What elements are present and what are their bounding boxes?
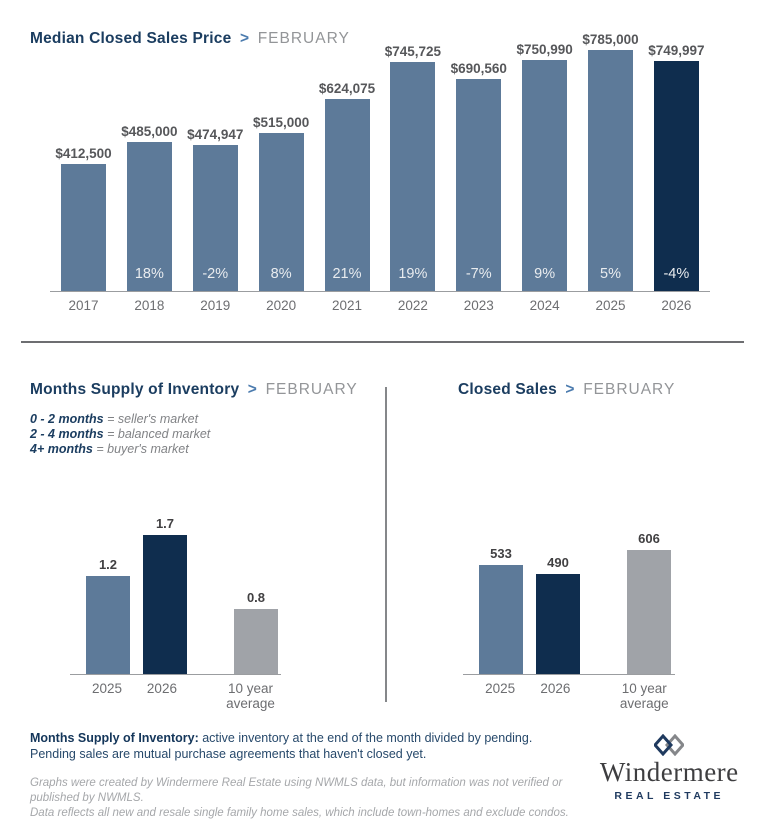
disclaimer-line1: Graphs were created by Windermere Real Estate using NWMLS data, but information was not verified or published by NWMLS. [30,777,563,804]
year-tick-label: 2026 [540,681,571,696]
year-tick-label: 2019 [200,298,231,313]
bar-column-2025 [479,546,523,674]
bar [456,79,501,291]
chart-title-separator: > [239,30,250,47]
year-tick-label: 2025 [91,681,122,696]
disclaimer-line2: Data reflects all new and resale single family home sales, which include town-homes and exclude condos. [30,807,569,819]
bar [259,133,304,291]
bar-column-2023 [450,61,507,291]
bar [61,164,106,291]
median-price-section [0,0,765,313]
year-tick-label: 2026 [146,681,177,696]
bar-value-label: 533 [490,546,512,561]
legend-line [30,427,385,442]
bar-column-2025 [582,32,639,291]
percent-change-label: 18% [134,266,164,282]
months-supply-year-axis [70,681,281,711]
bar-column-10-year-average [234,590,278,674]
bar [234,609,278,674]
year-tick-label: 2017 [68,298,99,313]
market-legend [30,412,385,457]
bar [127,142,172,291]
bar [325,99,370,291]
bar-column-2026 [648,43,705,291]
bar-column-2020 [252,115,310,291]
chart-title-text: Closed Sales [458,381,557,398]
data-disclaimer [30,776,595,821]
legend-range: 0 - 2 months [30,412,104,426]
bar-value-label: $750,990 [516,42,573,57]
year-tick-label: 2026 [661,298,692,313]
median-price-bars [50,32,710,292]
bar [536,574,580,674]
vertical-divider [385,387,387,702]
bar-value-label: $785,000 [582,32,639,47]
bar-column-10-year-average [627,531,671,674]
year-tick-label: 2024 [529,298,560,313]
year-tick-label: 2021 [331,298,363,313]
bar-value-label: $485,000 [121,124,178,139]
bar-value-label: $690,560 [450,61,507,76]
bar-column-2018 [121,124,178,291]
bar-value-label: $412,500 [55,146,112,161]
percent-change-label: 5% [600,266,621,282]
closed-sales-bars [463,520,675,675]
bar-column-2019 [187,127,244,291]
bar-column-2026 [536,555,580,674]
bar [654,61,699,291]
bar-value-label: $474,947 [187,127,244,142]
months-supply-bars [70,516,281,675]
bar-value-label: $745,725 [384,44,442,59]
percent-change-label: 8% [270,266,292,282]
bar-value-label: $515,000 [252,115,310,130]
bar-value-label: 490 [547,555,569,570]
footnote-bold: Months Supply of Inventory: [30,731,199,745]
chart-title-month: FEBRUARY [583,381,676,398]
chart-title-separator: > [247,381,258,398]
legend-line [30,412,385,427]
legend-desc: = buyer's market [92,442,189,456]
year-tick-label: 10 year average [619,681,669,711]
windermere-subtitle: REAL ESTATE [614,790,725,802]
footnote-line2: Pending sales are mutual purchase agreements that haven't closed yet. [30,747,427,761]
chart-title-separator: > [565,381,575,398]
bar [86,576,130,674]
legend-line [30,442,385,457]
percent-change-label: -4% [663,266,690,282]
chart-title-month: FEBRUARY [265,381,358,398]
median-price-year-axis [50,298,710,313]
months-supply-definition [30,730,595,762]
percent-change-label: 21% [332,266,362,282]
footer-text [30,730,595,821]
closed-sales-section [385,343,765,711]
year-tick-label: 2023 [463,298,494,313]
windermere-diamond-icon [654,734,684,756]
bar [193,145,238,291]
year-tick-label: 2020 [266,298,297,313]
median-price-chart [50,32,710,313]
windermere-logo [595,730,743,821]
year-tick-label: 2022 [397,298,428,313]
bar-column-2025 [86,557,130,674]
bar-value-label: 606 [638,531,660,546]
bar-column-2017 [55,146,112,291]
months-supply-title [30,381,385,399]
closed-sales-title [458,381,765,399]
windermere-wordmark: Windermere [599,757,739,787]
bar-column-2026 [143,516,187,674]
year-tick-label: 2025 [485,681,516,696]
year-tick-label: 2018 [134,298,165,313]
legend-range: 4+ months [30,442,93,456]
legend-range: 2 - 4 months [30,427,104,441]
bar-column-2022 [384,44,442,291]
year-tick-label: 2025 [595,298,626,313]
bar [143,535,187,674]
legend-desc: = balanced market [103,427,211,441]
bar [522,60,567,291]
percent-change-label: -2% [202,266,229,282]
bar [479,565,523,674]
closed-sales-chart [463,520,675,711]
bar [627,550,671,674]
bar-value-label: 1.2 [98,557,118,572]
percent-change-label: -7% [465,266,492,282]
closed-sales-year-axis [463,681,675,711]
year-tick-label: 10 year average [226,681,275,711]
bar [588,50,633,291]
months-supply-chart [70,516,281,711]
legend-desc: = seller's market [103,412,199,426]
bar-value-label: $749,997 [648,43,705,58]
bar [390,62,435,291]
bar-column-2021 [318,81,376,291]
bar-value-label: $624,075 [318,81,376,96]
bar-value-label: 1.7 [155,516,175,531]
chart-title-month: FEBRUARY [257,30,350,47]
median-price-title [30,30,350,48]
percent-change-label: 19% [398,266,428,282]
footnote-rest: active inventory at the end of the month divided by pending. [198,731,533,745]
bar-value-label: 0.8 [246,590,266,605]
months-supply-section [0,343,385,711]
percent-change-label: 9% [534,266,556,282]
footer [0,730,765,821]
chart-title-text: Median Closed Sales Price [30,30,232,47]
bottom-charts [0,343,765,711]
bar-column-2024 [516,42,573,291]
chart-title-text: Months Supply of Inventory [30,381,240,398]
